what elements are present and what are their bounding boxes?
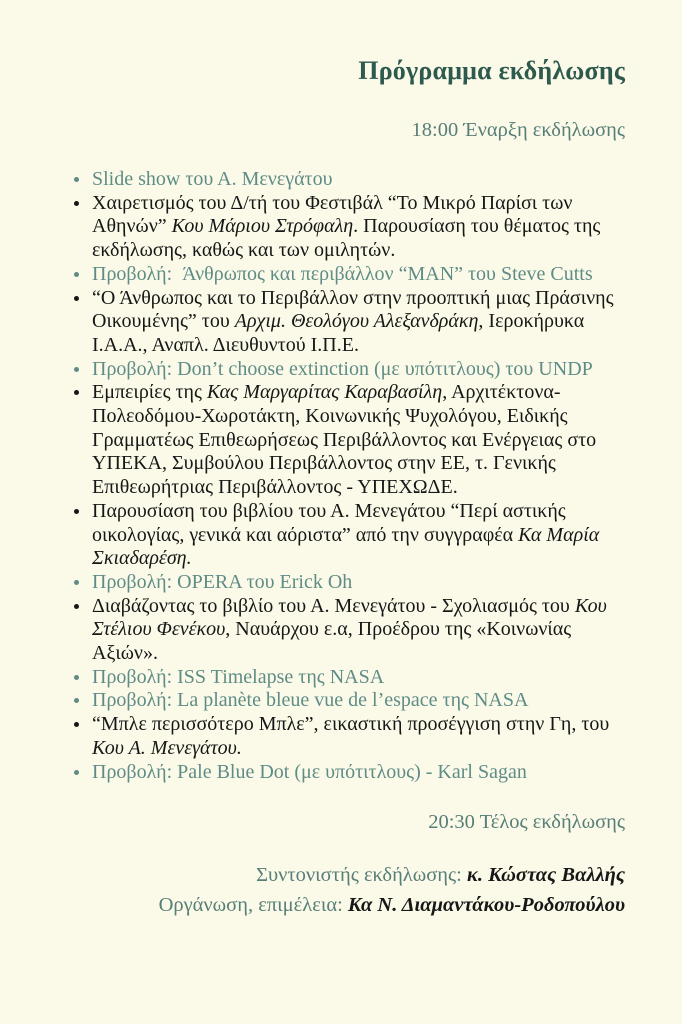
program-item-text: Εμπειρίες της — [92, 381, 207, 404]
footer-line-coordinator — [70, 860, 625, 890]
program-item-text: , Αρχιτέκτονα-Πολεοδόμου-Χωροτάκτη, Κοινωνικής Ψυχολόγου, Ειδικής Γραμματέως Επιθεωρήσεως Περιβάλλοντος και Ενέργειας στο ΥΠΕΚΑ, Συμβούλου Περιβάλλοντος στην ΕΕ, τ. Γενικής Επιθεωρήτριας Περιβάλλοντος - ΥΠΕΧΩΔΕ. — [92, 381, 597, 499]
program-item-text: , Ιεροκήρυκα Ι.Α.Α., Αναπλ. Διευθυντού Ι.Π.Ε. — [92, 310, 585, 356]
person-name: Κας Μαργαρίτας Καραβασίλη — [206, 381, 443, 404]
program-item — [91, 713, 622, 760]
program-item-text: Προβολή: Άνθρωπος και περιβάλλον “MAN” του Steve Cutts — [92, 262, 593, 285]
program-item — [91, 689, 622, 713]
person-name: . — [236, 736, 242, 759]
coordinator-name: κ. Κώστας Βαλλής — [466, 864, 625, 887]
start-time-heading: 18:00 Έναρξη εκδήλωσης — [411, 119, 625, 141]
person-name: . — [186, 547, 192, 570]
program-item-text: Προβολή: Pale Blue Dot (με υπότιτλους) - Karl Sagan — [92, 760, 527, 783]
person-name: Κου Μάριου Στρόφαλη — [171, 215, 354, 238]
program-list — [70, 168, 622, 784]
coordinator-label: Συντονιστής εκδήλωσης: — [256, 864, 467, 887]
program-item — [91, 358, 622, 382]
program-item-text: . Παρουσίαση του θέματος της εκδήλωσης, καθώς και των ομιλητών. — [92, 215, 601, 262]
program-item — [91, 381, 622, 500]
program-item — [91, 571, 622, 595]
program-item-text: Διαβάζοντας το βιβλίο του Α. Μενεγάτου - Σχολιασμός του — [92, 594, 575, 617]
page-title: Πρόγραμμα εκδήλωσης — [358, 56, 625, 85]
program-item-text: Παρουσίαση του βιβλίου του Α. Μενεγάτου “Περί αστικής οικολογίας, γενικά και αόριστα” από την συγγραφέα — [92, 499, 566, 546]
person-name: Κου Στέλιου Φενέκου — [92, 594, 607, 641]
person-name: Κου Α. Μενεγάτου — [92, 736, 237, 759]
footer — [70, 860, 625, 920]
program-item — [91, 666, 622, 690]
program-item — [91, 287, 622, 358]
program-item-text: “Ο Άνθρωπος και το Περιβάλλον στην προοπτική μιας Πράσινης Οικουμένης” του — [92, 286, 614, 333]
program-item — [91, 263, 622, 287]
end-time-heading: 20:30 Τέλος εκδήλωσης — [428, 811, 625, 834]
program-item — [91, 761, 622, 785]
organizer-name: Κα Ν. Διαμαντάκου-Ροδοπούλου — [347, 894, 625, 917]
program-item-text: Προβολή: ISS Timelapse της NASA — [92, 665, 385, 688]
program-item — [91, 500, 622, 571]
program-item-text: , Ναυάρχου ε.α, Προέδρου της «Κοινωνίας Αξιών». — [92, 618, 572, 665]
program-item-text: Χαιρετισμός του Δ/τή του Φεστιβάλ “Το Μικρό Παρίσι των Αθηνών” — [92, 191, 573, 238]
program-item-text: Προβολή: OPERA του Erick Oh — [92, 570, 353, 593]
program-item-text: Προβολή: La planète bleue vue de l’espace της NASA — [92, 689, 529, 712]
footer-line-organizer — [70, 890, 625, 920]
program-item — [91, 168, 622, 192]
organizer-label: Οργάνωση, επιμέλεια: — [158, 894, 348, 917]
person-name: Αρχιμ. Θεολόγου Αλεξανδράκη — [234, 310, 479, 333]
person-name: Κα Μαρία Σκιαδαρέση — [92, 523, 600, 570]
program-item — [91, 192, 622, 263]
program-item-text: Slide show του Α. Μενεγάτου — [92, 168, 333, 190]
program-item-text: “Μπλε περισσότερο Μπλε”, εικαστική προσέγγιση στην Γη, του — [92, 713, 610, 736]
program-item-text: Προβολή: Don’t choose extinction (με υπότιτλους) του UNDP — [92, 357, 593, 380]
program-item — [91, 595, 622, 666]
